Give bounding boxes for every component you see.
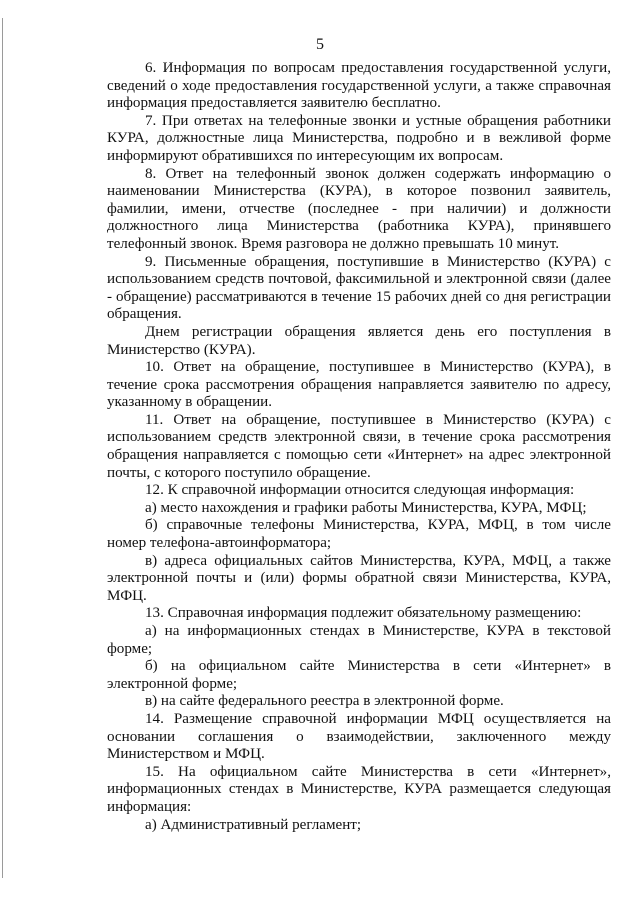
scan-edge-line: [2, 18, 3, 878]
paragraph-13-item-a: а) на информационных стендах в Министерстве, КУРА в текстовой форме;: [107, 623, 611, 657]
paragraph-12: 12. К справочной информации относится следующая информация:: [145, 482, 575, 499]
paragraph-9: 9. Письменные обращения, поступившие в Министерство (КУРА) с использованием средств почтовой, факсимильной и электронной связи (далее - обращение) рассматриваются в течение 15 рабочих дней со дня регистрации обращения.: [107, 253, 611, 323]
paragraph-6: 6. Информация по вопросам предоставления государственной услуги, сведений о ходе предоставления государственной услуги, а также справочная информация предоставляется заявителю бесплатно.: [107, 60, 611, 112]
page-number: 5: [316, 36, 324, 53]
paragraph-13-item-v: в) на сайте федерального реестра в электронной форме.: [145, 693, 504, 710]
paragraph-12-item-a: а) место нахождения и графики работы Министерства, КУРА, МФЦ;: [145, 499, 587, 516]
paragraph-15: 15. На официальном сайте Министерства в сети «Интернет», информационных стендах в Министерстве, КУРА размещается следующая информация:: [107, 763, 611, 815]
paragraph-15-item-a: а) Административный регламент;: [145, 816, 362, 833]
paragraph-11: 11. Ответ на обращение, поступившее в Министерство (КУРА) с использованием средств электронной связи, в течение срока рассмотрения обращения направляется с помощью сети «Интернет» на адрес электронной почты, с которого поступило обращение.: [107, 411, 611, 481]
paragraph-8: 8. Ответ на телефонный звонок должен содержать информацию о наименовании Министерства (КУРА), в которое позвонил заявитель, фамилии, имени, отчестве (последнее - при наличии) и должности должностного лица Министерства (работника КУРА), принявшего телефонный звонок. Время разговора не должно превышать 10 минут.: [107, 165, 611, 252]
paragraph-12-item-v: в) адреса официальных сайтов Министерства, КУРА, МФЦ, а также электронной почты и (или) формы обратной связи Министерства, КУРА, МФЦ.: [107, 552, 611, 604]
paragraph-13-item-b: б) на официальном сайте Министерства в сети «Интернет» в электронной форме;: [107, 658, 611, 692]
paragraph-10: 10. Ответ на обращение, поступившее в Министерство (КУРА), в течение срока рассмотрения обращения направляется заявителю по адресу, указанному в обращении.: [107, 359, 611, 411]
document-body: [107, 60, 611, 834]
paragraph-9-registration-day: Днем регистрации обращения является день его поступления в Министерство (КУРА).: [107, 323, 611, 358]
paragraph-7: 7. При ответах на телефонные звонки и устные обращения работники КУРА, должностные лица Министерства, подробно и в вежливой форме информируют обратившихся по интересующим их вопросам.: [107, 112, 611, 164]
paragraph-14: 14. Размещение справочной информации МФЦ осуществляется на основании соглашения о взаимодействии, заключенного между Министерством и МФЦ.: [107, 710, 611, 763]
paragraph-12-item-b: б) справочные телефоны Министерства, КУРА, МФЦ, в том числе номер телефона-автоинформатора;: [107, 517, 611, 552]
paragraph-13: 13. Справочная информация подлежит обязательному размещению:: [145, 605, 582, 622]
